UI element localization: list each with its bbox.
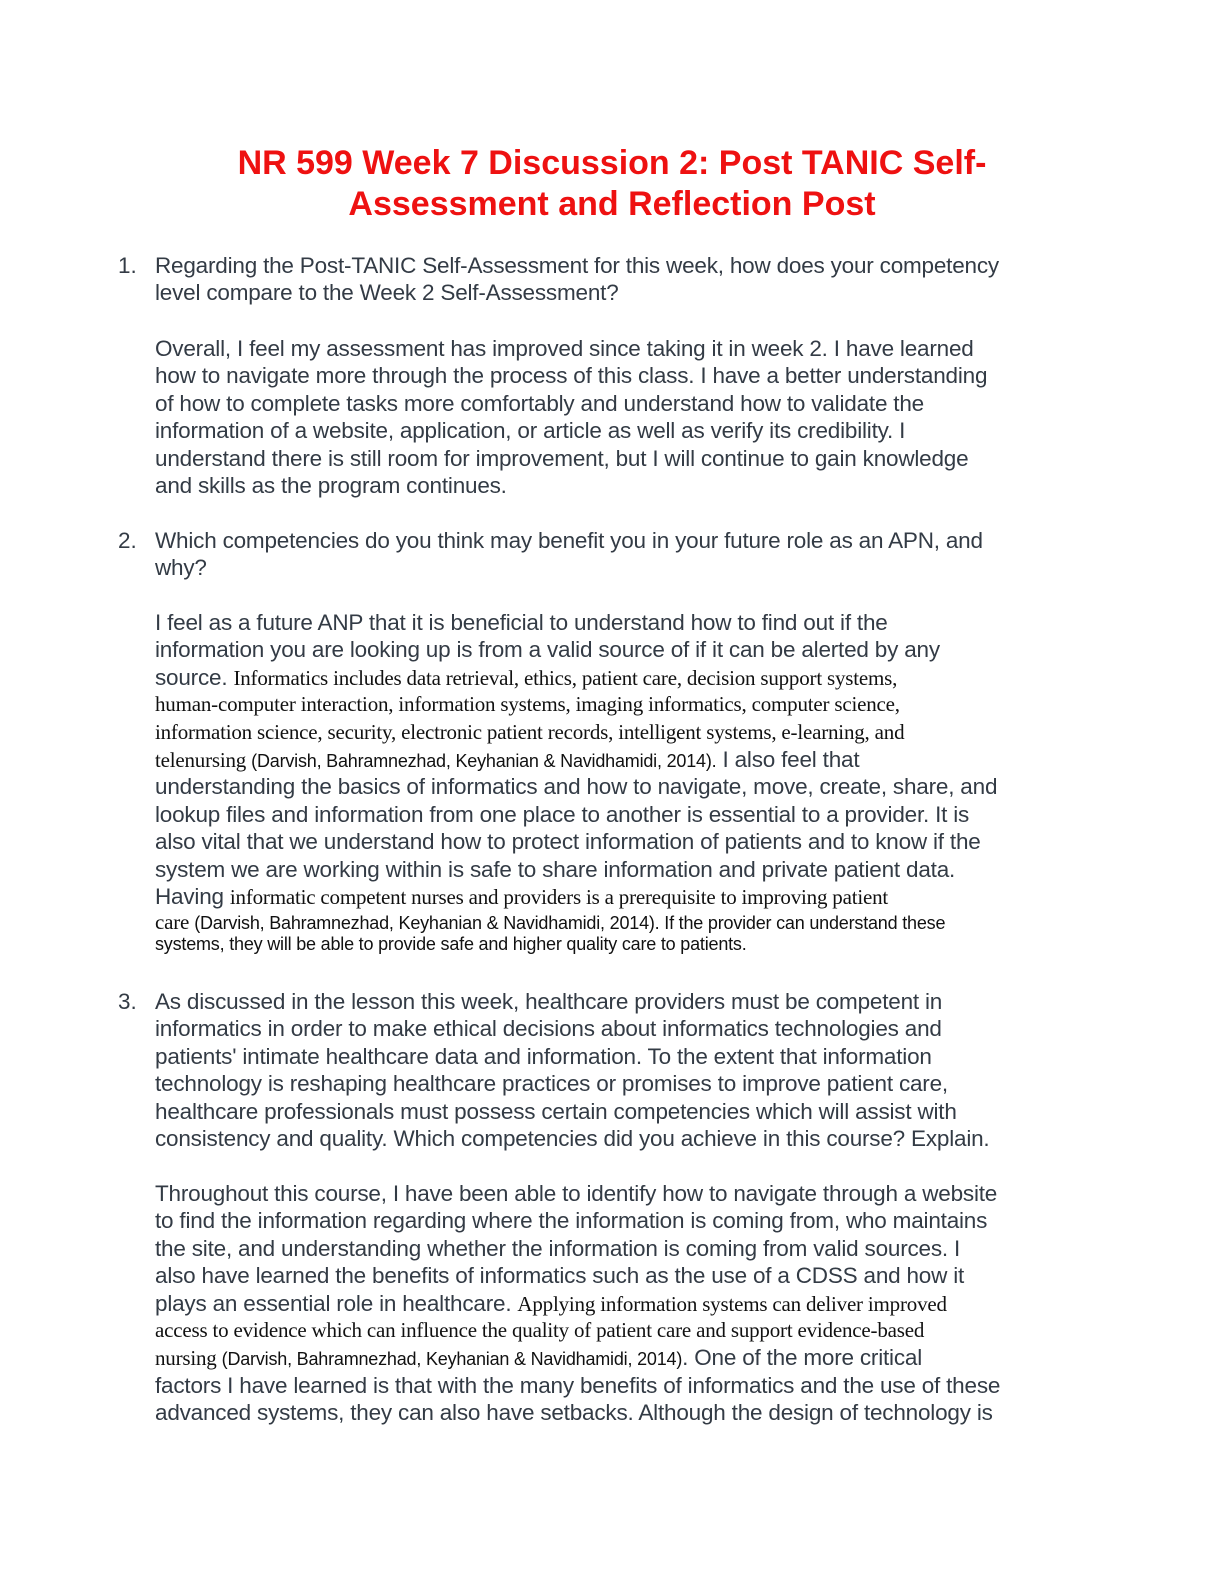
answer-line: understand there is still room for improvement, but I will continue to gain knowledge bbox=[155, 445, 969, 471]
citation: (Darvish, Bahramnezhad, Keyhanian & Navidhamidi, 2014) bbox=[221, 1349, 683, 1370]
answer-line: also have learned the benefits of informatics such as the use of a CDSS and how it bbox=[155, 1263, 965, 1289]
quoted-text: telenursing bbox=[155, 747, 252, 772]
text: I also feel that bbox=[716, 746, 860, 772]
question-line: level compare to the Week 2 Self-Assessment? bbox=[155, 280, 619, 306]
answer-line: factors I have learned is that with the many benefits of informatics and the use of these bbox=[155, 1372, 1001, 1398]
answer-line: advanced systems, they can also have setbacks. Although the design of technology is bbox=[155, 1400, 993, 1426]
text: . One of the more critical bbox=[682, 1345, 923, 1371]
answer-line: information of a website, application, or article as well as verify its credibility. I bbox=[155, 418, 906, 444]
answer-3 bbox=[155, 1180, 1000, 1427]
citation: (Darvish, Bahramnezhad, Keyhanian & Navidhamidi, 2014). If the provider can understand these bbox=[194, 913, 946, 934]
title-line-1: NR 599 Week 7 Discussion 2: Post TANIC Self- bbox=[237, 144, 987, 182]
question-line: informatics in order to make ethical decisions about informatics technologies and bbox=[155, 1016, 942, 1042]
answer-line: of how to complete tasks more comfortably and understand how to validate the bbox=[155, 390, 924, 416]
answer-2 bbox=[155, 609, 997, 956]
answer-line: information science, security, electronic patient records, intelligent systems, e-learning, and bbox=[155, 719, 905, 744]
question-3 bbox=[155, 988, 990, 1152]
answer-line: Overall, I feel my assessment has improved since taking it in week 2. I have learned bbox=[155, 336, 974, 361]
answer-line: system we are working within is safe to share information and private patient data. bbox=[155, 856, 956, 882]
answer-line: understanding the basics of informatics and how to navigate, move, create, share, and bbox=[155, 774, 998, 800]
quoted-text: nursing bbox=[155, 1346, 222, 1371]
answer-line: information you are looking up is from a valid source of if it can be alerted by any bbox=[155, 637, 940, 663]
answer-line: lookup files and information from one place to another is essential to a provider. It is bbox=[155, 801, 970, 827]
question-line: why? bbox=[155, 555, 207, 581]
item-number: 1. bbox=[118, 253, 137, 278]
quoted-text: informatic competent nurses and providers is a prerequisite to improving patient bbox=[229, 884, 889, 909]
answer-line: to find the information regarding where the information is coming from, who maintains bbox=[155, 1208, 988, 1234]
item-number: 2. bbox=[118, 528, 137, 553]
question-line: Which competencies do you think may benefit you in your future role as an APN, and bbox=[155, 528, 983, 553]
answer-line: Throughout this course, I have been able to identify how to navigate through a website bbox=[155, 1181, 998, 1206]
question-line: technology is reshaping healthcare practices or promises to improve patient care, bbox=[155, 1071, 948, 1097]
answer-line: systems, they will be able to provide safe and higher quality care to patients. bbox=[155, 934, 747, 955]
answer-line: also vital that we understand how to protect information of patients and to know if the bbox=[155, 829, 981, 855]
answer-line: and skills as the program continues. bbox=[155, 472, 507, 498]
document-title bbox=[0, 143, 1224, 225]
question-1 bbox=[155, 252, 999, 307]
quoted-text: Informatics includes data retrieval, ethics, patient care, decision support systems, bbox=[233, 665, 898, 690]
text: Having bbox=[155, 883, 230, 909]
question-line: As discussed in the lesson this week, healthcare providers must be competent in bbox=[155, 989, 943, 1014]
question-line: consistency and quality. Which competencies did you achieve in this course? Explain. bbox=[155, 1125, 990, 1151]
answer-line: human-computer interaction, information systems, imaging informatics, computer science, bbox=[155, 692, 900, 717]
answer-1 bbox=[155, 335, 987, 499]
question-line: healthcare professionals must possess certain competencies which will assist with bbox=[155, 1098, 957, 1124]
text: source. bbox=[155, 664, 234, 690]
answer-line: access to evidence which can influence the quality of patient care and support evidence-based bbox=[155, 1317, 925, 1342]
answer-line: the site, and understanding whether the information is coming from valid sources. I bbox=[155, 1235, 961, 1261]
question-line: patients' intimate healthcare data and information. To the extent that information bbox=[155, 1043, 932, 1069]
title-line-2: Assessment and Reflection Post bbox=[348, 185, 876, 223]
answer-line: how to navigate more through the process of this class. I have a better understanding bbox=[155, 363, 988, 389]
answer-line bbox=[155, 883, 997, 910]
answer-line bbox=[155, 1290, 1000, 1317]
question-line: Regarding the Post-TANIC Self-Assessment for this week, how does your competency bbox=[155, 253, 999, 278]
item-number: 3. bbox=[118, 989, 137, 1014]
quoted-text: care bbox=[155, 910, 195, 935]
question-2 bbox=[155, 527, 983, 582]
answer-line bbox=[155, 664, 997, 691]
answer-line bbox=[155, 1344, 1000, 1371]
citation: (Darvish, Bahramnezhad, Keyhanian & Navidhamidi, 2014). bbox=[251, 750, 717, 771]
answer-line: I feel as a future ANP that it is beneficial to understand how to find out if the bbox=[155, 610, 888, 635]
quoted-text: Applying information systems can deliver improved bbox=[517, 1291, 947, 1316]
text: plays an essential role in healthcare. bbox=[155, 1290, 518, 1316]
answer-line bbox=[155, 910, 997, 933]
answer-line bbox=[155, 746, 997, 773]
